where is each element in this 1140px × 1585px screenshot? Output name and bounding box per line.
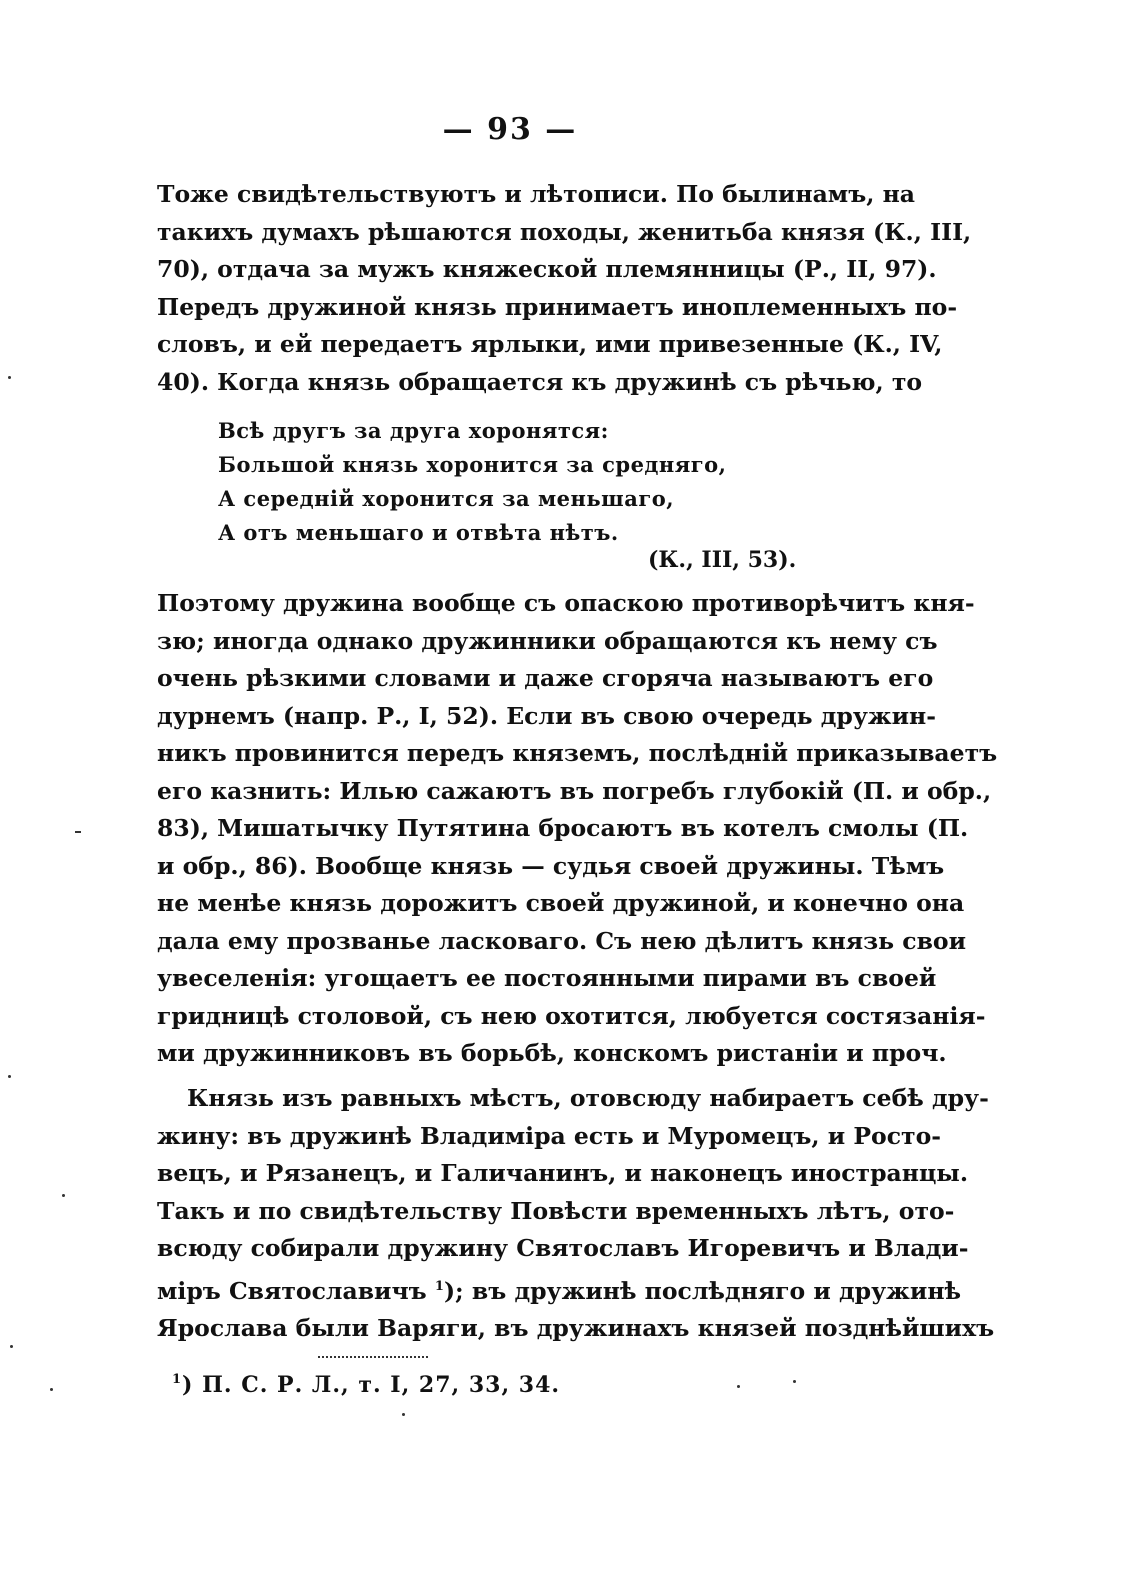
text-line: Такъ и по свидѣтельству Повѣсти временныхъ лѣтъ, ото-: [157, 1196, 955, 1225]
text-line: ми дружинниковъ въ борьбѣ, конскомъ ристаніи и проч.: [157, 1039, 947, 1067]
text-line: не менѣе князь дорожитъ своей дружиной, и конечно она: [157, 889, 965, 917]
scan-speck: [50, 1388, 53, 1391]
text-line: увеселенія: угощаетъ ее постоянными пирами въ своей: [157, 964, 937, 992]
scan-speck: [8, 1075, 11, 1078]
scan-speck: [402, 1413, 405, 1416]
text-line: очень рѣзкими словами и даже сгоряча называютъ его: [157, 664, 934, 692]
text-line: Князь изъ равныхъ мѣстъ, отовсюду набираетъ себѣ дру-: [187, 1084, 989, 1112]
text-line: 70), отдача за мужъ княжеской племянницы (Р., II, 97).: [157, 255, 937, 283]
text-line: никъ провинится передъ княземъ, послѣдній приказываетъ: [157, 739, 998, 767]
text-fragment: ); въ дружинѣ послѣдняго и дружинѣ: [443, 1276, 962, 1305]
text-line: такихъ думахъ рѣшаются походы, женитьба князя (К., III,: [157, 217, 972, 246]
footnote-marker: 1: [172, 1372, 183, 1387]
text-line: Поэтому дружина вообще съ опаскою противорѣчитъ кня-: [157, 589, 975, 617]
scan-speck: [8, 376, 11, 379]
text-fragment: міръ Святославичъ: [157, 1276, 435, 1305]
text-line: гридницѣ столовой, съ нею охотится, любуется состязанія-: [157, 1001, 986, 1030]
verse-line: А середній хоронится за меньшаго,: [218, 486, 675, 511]
scan-speck: [10, 1345, 13, 1348]
verse-citation: (К., III, 53).: [648, 547, 797, 573]
text-line: Передъ дружиной князь принимаетъ иноплеменныхъ по-: [157, 292, 958, 321]
text-line: и обр., 86). Вообще князь — судья своей дружины. Тѣмъ: [157, 851, 945, 880]
text-line: 83), Мишатычку Путятина бросаютъ въ котелъ смолы (П.: [157, 814, 969, 842]
scan-speck: [737, 1385, 740, 1388]
footnote-reference: 1: [434, 1278, 444, 1294]
text-line: вецъ, и Рязанецъ, и Галичанинъ, и наконецъ иностранцы.: [157, 1159, 969, 1187]
text-line: дала ему прозванье ласковаго. Съ нею дѣлитъ князь свои: [157, 926, 967, 955]
text-line: жину: въ дружинѣ Владиміра есть и Муромецъ, и Росто-: [157, 1121, 942, 1150]
text-line-with-note: [157, 1268, 962, 1311]
paragraph-1: [157, 176, 972, 401]
text-line: Тоже свидѣтельствуютъ и лѣтописи. По былинамъ, на: [157, 180, 916, 208]
scan-speck: [75, 831, 81, 833]
verse-line: Всѣ другъ за друга хоронятся:: [218, 418, 609, 443]
page-number: — 93 —: [442, 112, 578, 147]
verse-quote: [218, 414, 727, 550]
text-line: всюду собирали дружину Святославъ Игоревичъ и Влади-: [157, 1234, 969, 1262]
text-line: словъ, и ей передаетъ ярлыки, ими привезенные (К., IV,: [157, 330, 943, 358]
footnote: [172, 1372, 560, 1398]
text-line: Ярослава были Варяги, въ дружинахъ князей позднѣйшихъ: [157, 1314, 995, 1342]
text-line: его казнить: Илью сажаютъ въ погребъ глубокій (П. и обр.,: [157, 776, 992, 805]
text-line: дурнемъ (напр. Р., I, 52). Если въ свою очередь дружин-: [157, 701, 936, 730]
scan-speck: [793, 1380, 796, 1383]
paragraph-3: [157, 1080, 995, 1348]
footnote-text: ) П. С. Р. Л., т. I, 27, 33, 34.: [182, 1372, 561, 1398]
scan-speck: [62, 1194, 65, 1197]
paragraph-2: [157, 585, 998, 1073]
text-line: 40). Когда князь обращается къ дружинѣ съ рѣчью, то: [157, 367, 923, 396]
verse-line: Большой князь хоронится за средняго,: [218, 452, 727, 477]
text-line: зю; иногда однако дружинники обращаются къ нему съ: [157, 626, 938, 655]
verse-line: А отъ меньшаго и отвѣта нѣтъ.: [218, 520, 619, 545]
footnote-divider: [318, 1356, 428, 1360]
